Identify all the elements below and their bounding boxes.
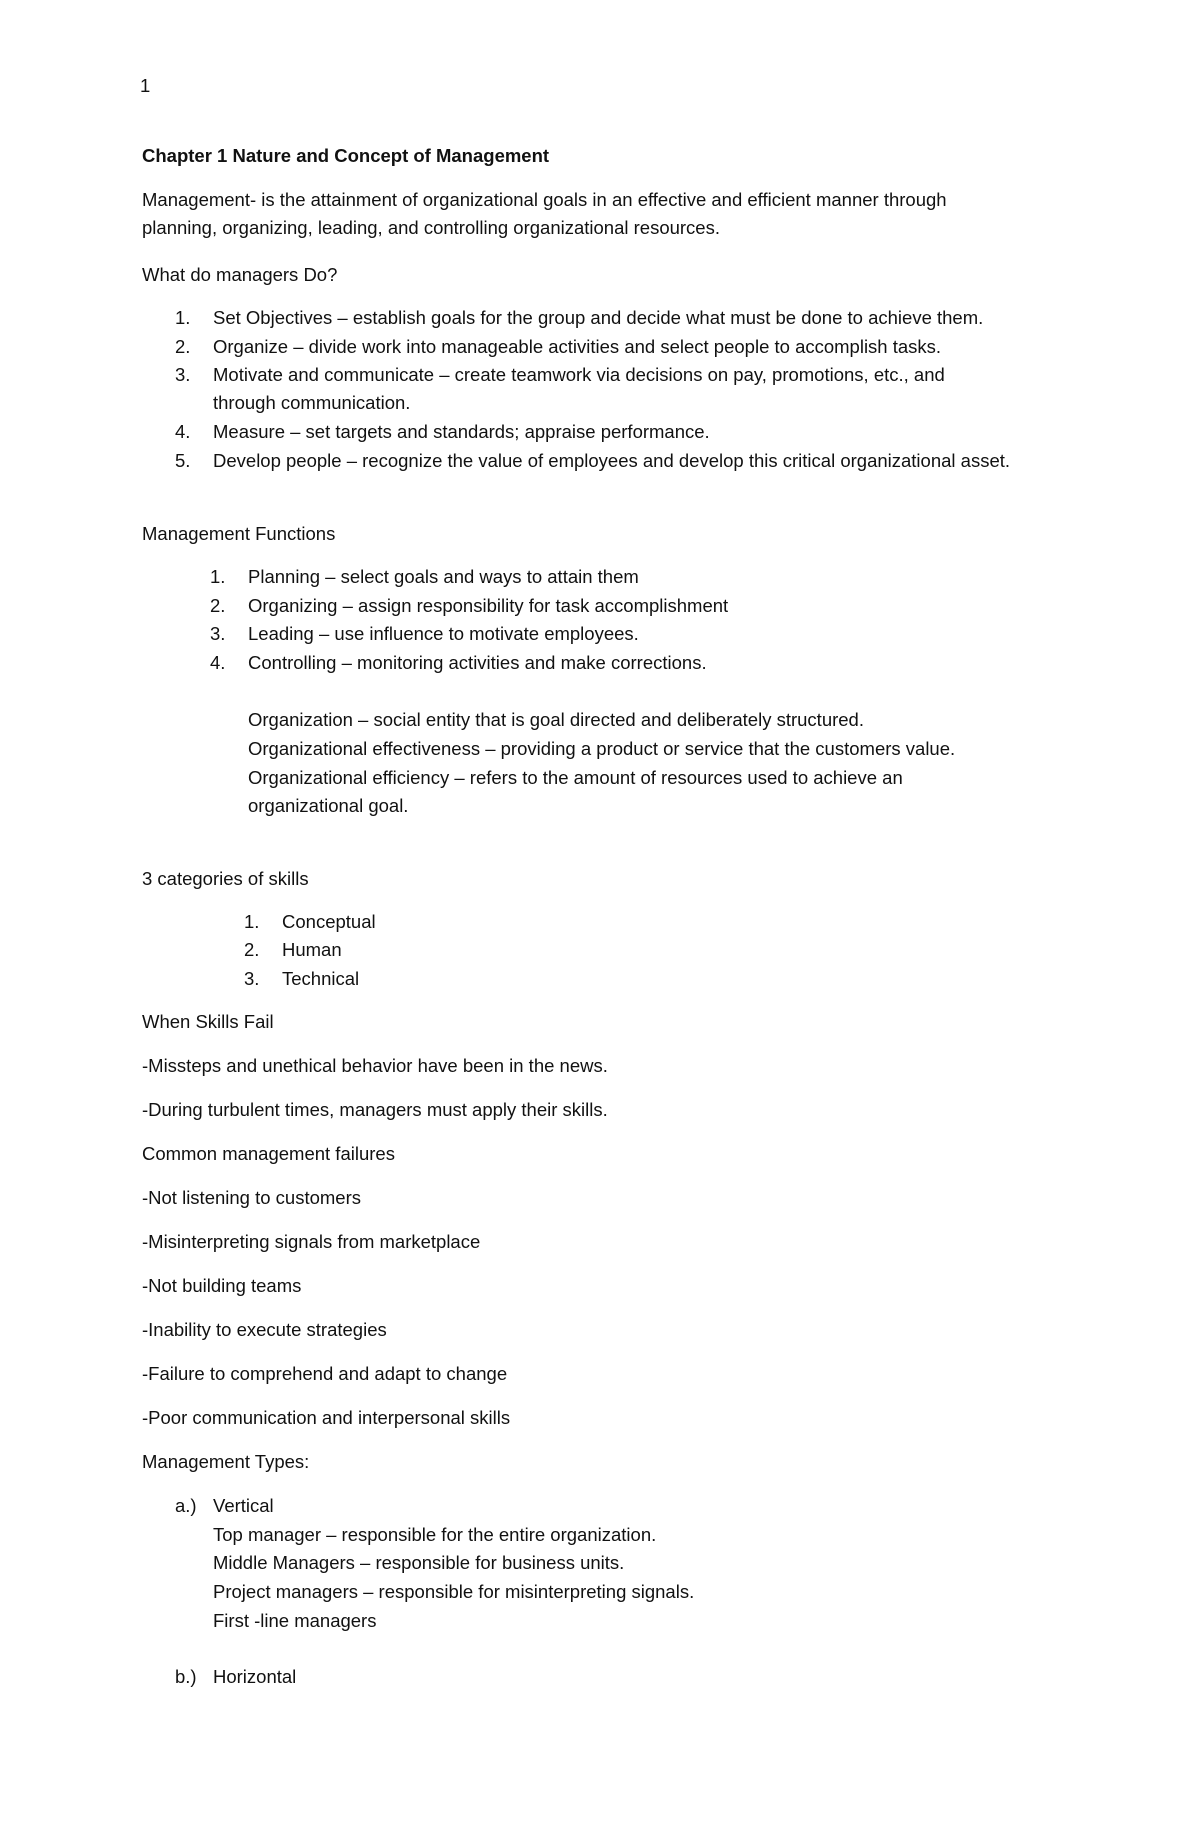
- functions-list-number: 2.: [210, 595, 226, 616]
- functions-list-item: Controlling – monitoring activities and make corrections.: [248, 652, 707, 673]
- skills-fail-heading: When Skills Fail: [142, 1011, 274, 1032]
- managers-list-number: 3.: [175, 364, 191, 385]
- failure-item: -Failure to comprehend and adapt to change: [142, 1363, 508, 1384]
- skills-fail-item: -During turbulent times, managers must apply their skills.: [142, 1099, 608, 1120]
- managers-list-item: Organize – divide work into manageable activities and select people to accomplish tasks.: [213, 336, 942, 357]
- org-definition: Organizational efficiency – refers to the amount of resources used to achieve an: [248, 767, 903, 788]
- type-label: a.): [175, 1495, 197, 1516]
- functions-heading: Management Functions: [142, 523, 336, 544]
- functions-list-number: 4.: [210, 652, 226, 673]
- functions-list-item: Leading – use influence to motivate employees.: [248, 623, 639, 644]
- failure-item: -Inability to execute strategies: [142, 1319, 387, 1340]
- failures-heading: Common management failures: [142, 1143, 395, 1164]
- skills-list-number: 1.: [244, 911, 260, 932]
- page-number: 1: [140, 75, 151, 96]
- managers-list-item: Develop people – recognize the value of employees and develop this critical organizational asset.: [213, 450, 1011, 471]
- failure-item: -Not listening to customers: [142, 1187, 362, 1208]
- page-title: Chapter 1 Nature and Concept of Management: [142, 145, 550, 166]
- skills-heading: 3 categories of skills: [142, 868, 309, 889]
- skills-fail-item: -Missteps and unethical behavior have been in the news.: [142, 1055, 608, 1076]
- managers-heading: What do managers Do?: [142, 264, 338, 285]
- skills-list-item: Human: [282, 939, 342, 960]
- functions-list-number: 3.: [210, 623, 226, 644]
- functions-list-item: Organizing – assign responsibility for task accomplishment: [248, 595, 729, 616]
- type-title: Horizontal: [213, 1666, 297, 1687]
- managers-list-number: 1.: [175, 307, 191, 328]
- definition-line-1: Management- is the attainment of organizational goals in an effective and efficient manner through: [142, 189, 947, 210]
- managers-list-item: Measure – set targets and standards; appraise performance.: [213, 421, 710, 442]
- managers-list-item-continuation: through communication.: [213, 392, 411, 413]
- type-label: b.): [175, 1666, 197, 1687]
- managers-list-item: Motivate and communicate – create teamwork via decisions on pay, promotions, etc., and: [213, 364, 945, 385]
- managers-list-number: 4.: [175, 421, 191, 442]
- type-line: Project managers – responsible for misinterpreting signals.: [213, 1581, 695, 1602]
- managers-list-item: Set Objectives – establish goals for the group and decide what must be done to achieve them.: [213, 307, 984, 328]
- skills-list-item: Technical: [282, 968, 360, 989]
- type-line: First -line managers: [213, 1610, 377, 1631]
- skills-list-number: 2.: [244, 939, 260, 960]
- failure-item: -Not building teams: [142, 1275, 302, 1296]
- type-line: Middle Managers – responsible for business units.: [213, 1552, 625, 1573]
- functions-list-number: 1.: [210, 566, 226, 587]
- failure-item: -Poor communication and interpersonal skills: [142, 1407, 511, 1428]
- managers-list-number: 2.: [175, 336, 191, 357]
- definition-line-2: planning, organizing, leading, and controlling organizational resources.: [142, 217, 720, 238]
- managers-list-number: 5.: [175, 450, 191, 471]
- functions-list-item: Planning – select goals and ways to attain them: [248, 566, 639, 587]
- type-title: Vertical: [213, 1495, 274, 1516]
- skills-list-item: Conceptual: [282, 911, 376, 932]
- skills-list-number: 3.: [244, 968, 260, 989]
- failure-item: -Misinterpreting signals from marketplace: [142, 1231, 481, 1252]
- type-line: Top manager – responsible for the entire organization.: [213, 1524, 657, 1545]
- types-heading: Management Types:: [142, 1451, 310, 1472]
- org-definition: Organizational effectiveness – providing a product or service that the customers value.: [248, 738, 956, 759]
- org-definition: organizational goal.: [248, 795, 409, 816]
- org-definition: Organization – social entity that is goal directed and deliberately structured.: [248, 709, 864, 730]
